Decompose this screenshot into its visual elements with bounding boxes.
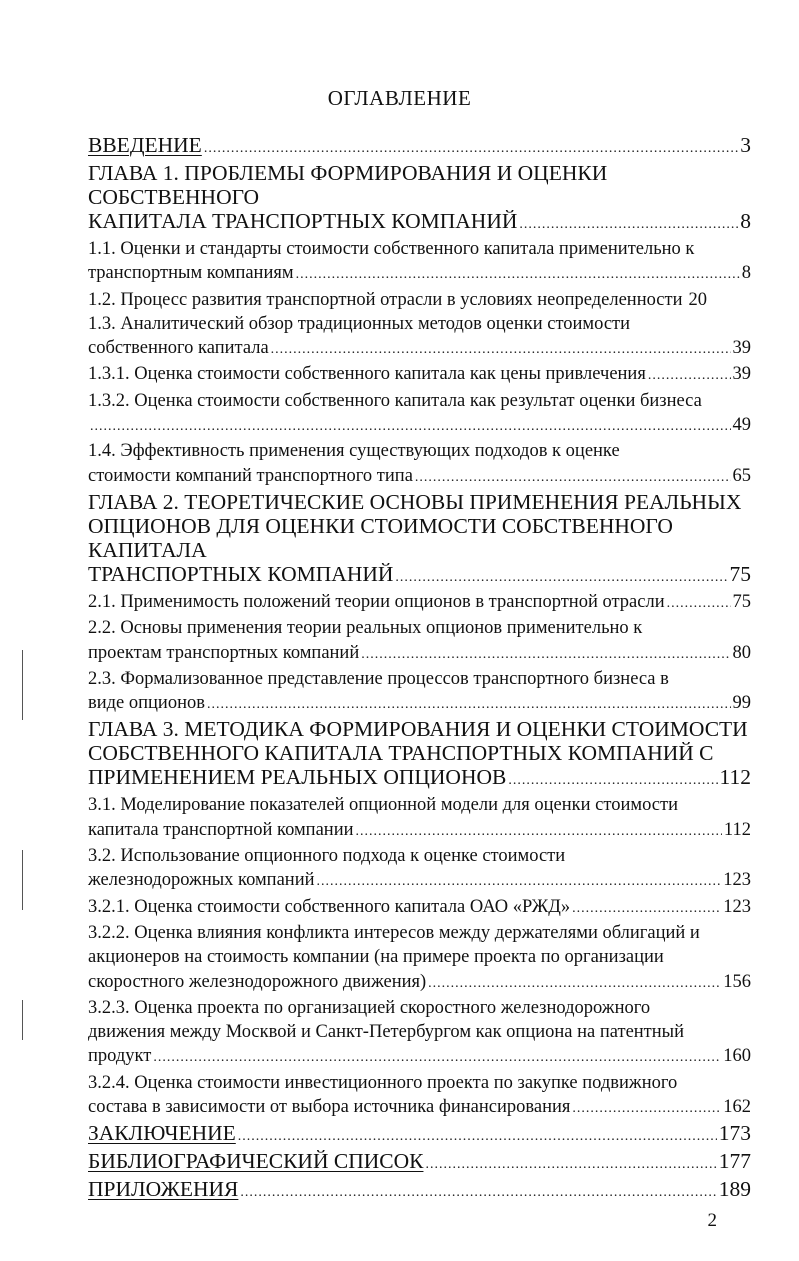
leader-dots	[204, 137, 738, 161]
toc-entry-section-2-1[interactable]	[88, 590, 751, 616]
toc-entry-line: СОБСТВЕННОГО КАПИТАЛА ТРАНСПОРТНЫХ КОМПАНИЙ С	[88, 741, 714, 766]
leader-dots	[519, 213, 738, 237]
leader-dots	[356, 820, 722, 844]
toc-entry-section-3-1[interactable]	[88, 793, 751, 844]
toc-entry-line: 3.2.2. Оценка влияния конфликта интересов между держателями облигаций и	[88, 922, 700, 943]
leader-dots	[395, 566, 727, 590]
toc-entry-text: ПРИЛОЖЕНИЯ	[88, 1177, 239, 1202]
toc-entry-introduction[interactable]	[88, 133, 751, 161]
leader-dots	[90, 415, 731, 439]
toc-entry-page: 173	[718, 1121, 751, 1146]
toc-entry-line: 3.2. Использование опционного подхода к оценке стоимости	[88, 846, 566, 867]
toc-entry-text: состава в зависимости от выбора источника финансирования	[88, 1097, 571, 1118]
toc-entry-section-1-3-1[interactable]	[88, 362, 751, 388]
toc-entry-line: 1.1. Оценки и стандарты стоимости собственного капитала применительно к	[88, 239, 695, 259]
toc-entry-section-3-2-2[interactable]	[88, 921, 751, 996]
toc-entry-page: 123	[723, 896, 751, 917]
leader-dots	[428, 972, 721, 996]
toc-entry-line: 1.4. Эффективность применения существующих подходов к оценке	[88, 441, 620, 462]
toc-entry-page: 39	[732, 364, 751, 385]
toc-entry-text: продукт	[88, 1046, 152, 1067]
toc-entry-text: БИБЛИОГРАФИЧЕСКИЙ СПИСОК	[88, 1149, 424, 1174]
toc-entry-line: 2.2. Основы применения теории реальных опционов применительно к	[88, 618, 643, 639]
toc-entry-section-3-2[interactable]	[88, 844, 751, 895]
toc-entry-section-1-3-2[interactable]	[88, 389, 751, 440]
toc-entry-text: проектам транспортных компаний	[88, 642, 360, 663]
toc-entry-section-3-2-3[interactable]	[88, 996, 751, 1071]
toc-entry-line: ГЛАВА 2. ТЕОРЕТИЧЕСКИЕ ОСНОВЫ ПРИМЕНЕНИЯ РЕАЛЬНЫХ	[88, 489, 742, 514]
toc-entry-appendices[interactable]	[88, 1177, 751, 1205]
toc-entry-chapter-3[interactable]	[88, 717, 751, 793]
toc-entry-page: 189	[718, 1177, 751, 1202]
toc-entry-line: акционеров на стоимость компании (на примере проекта по организации	[88, 947, 664, 968]
toc-entry-text: капитала транспортной компании	[88, 819, 354, 840]
toc-entry-text: скоростного железнодорожного движения)	[88, 971, 427, 992]
toc-entry-chapter-1[interactable]	[88, 161, 751, 237]
toc-entry-page: 177	[718, 1149, 751, 1174]
toc-entry-page: 156	[723, 971, 751, 992]
toc-entry-page: 112	[719, 765, 751, 790]
toc-entry-page: 162	[723, 1097, 751, 1118]
scan-margin-mark	[22, 850, 23, 910]
toc-entry-text: 1.3.1. Оценка стоимости собственного капитала как цены привлечения	[88, 364, 646, 385]
scan-margin-mark	[22, 650, 23, 720]
scan-margin-mark	[22, 1000, 23, 1040]
toc-entry-text: железнодорожных компаний	[88, 870, 315, 891]
toc-entry-line: 3.2.3. Оценка проекта по организацией скоростного железнодорожного	[88, 997, 651, 1018]
toc-entry-line: 2.3. Формализованное представление процессов транспортного бизнеса в	[88, 668, 669, 689]
toc-entry-text: КАПИТАЛА ТРАНСПОРТНЫХ КОМПАНИЙ	[88, 209, 518, 233]
toc-entry-page: 75	[729, 561, 751, 586]
toc-entry-text: ВВЕДЕНИЕ	[88, 133, 202, 157]
toc-entry-page: 3	[740, 133, 751, 157]
toc-entry-section-1-1[interactable]	[88, 237, 751, 288]
toc-entry-text: 1.2. Процесс развития транспортной отрасли в условиях неопределенности	[88, 289, 683, 310]
toc-entry-page: 160	[723, 1046, 751, 1067]
toc-entry-line: ГЛАВА 3. МЕТОДИКА ФОРМИРОВАНИЯ И ОЦЕНКИ СТОИМОСТИ	[88, 717, 748, 742]
toc-entry-section-1-2[interactable]	[88, 288, 751, 312]
toc-entry-section-1-4[interactable]	[88, 439, 751, 490]
toc-entry-line: движения между Москвой и Санкт-Петербургом как опциона на патентный	[88, 1022, 685, 1043]
leader-dots	[271, 338, 731, 362]
leader-dots	[238, 1125, 717, 1149]
toc-entry-line: ОПЦИОНОВ ДЛЯ ОЦЕНКИ СТОИМОСТИ СОБСТВЕННОГО КАПИТАЛА	[88, 513, 673, 562]
leader-dots	[361, 643, 730, 667]
toc-entry-line: 3.2.4. Оценка стоимости инвестиционного проекта по закупке подвижного	[88, 1072, 678, 1093]
toc-entry-text: ТРАНСПОРТНЫХ КОМПАНИЙ	[88, 561, 394, 586]
toc-entry-text: 3.2.1. Оценка стоимости собственного капитала ОАО «РЖД»	[88, 896, 571, 917]
toc-entry-text: ЗАКЛЮЧЕНИЕ	[88, 1121, 236, 1146]
page-title: ОГЛАВЛЕНИЕ	[327, 86, 472, 110]
toc-entry-page: 39	[732, 338, 751, 359]
toc-entry-line: 3.1. Моделирование показателей опционной модели для оценки стоимости	[88, 795, 679, 816]
toc-entry-bibliography[interactable]	[88, 1149, 751, 1177]
toc-entry-page: 99	[732, 693, 751, 714]
toc-entry-text: 2.1. Применимость положений теории опционов в транспортной отрасли	[88, 591, 665, 612]
toc-entry-page: 49	[732, 415, 751, 436]
toc-entry-line: 1.3.2. Оценка стоимости собственного капитала как результат оценки бизнеса	[88, 390, 702, 411]
toc-entry-page: 65	[732, 465, 751, 486]
toc-entry-page: 8	[741, 263, 751, 284]
toc-entry-text: транспортным компаниям	[88, 263, 294, 284]
toc-entry-text: виде опционов	[88, 693, 205, 714]
toc-entry-section-2-2[interactable]	[88, 616, 751, 667]
leader-dots	[415, 466, 731, 490]
toc-entry-conclusion[interactable]	[88, 1121, 751, 1149]
toc-entry-page: 112	[723, 819, 751, 840]
toc-entry-section-1-3[interactable]	[88, 312, 751, 363]
leader-dots	[648, 364, 731, 388]
leader-dots	[508, 769, 717, 793]
leader-dots	[207, 693, 731, 717]
toc-entry-section-3-2-1[interactable]	[88, 895, 751, 921]
leader-dots	[425, 1153, 716, 1177]
leader-dots	[667, 592, 731, 616]
toc-entry-line: 1.3. Аналитический обзор традиционных методов оценки стоимости	[88, 313, 631, 334]
toc-entry-page: 123	[723, 870, 751, 891]
leader-dots	[153, 1046, 721, 1070]
toc-entry-page: 80	[732, 642, 751, 663]
toc-entry-text: ПРИМЕНЕНИЕМ РЕАЛЬНЫХ ОПЦИОНОВ	[88, 765, 507, 790]
table-of-contents	[88, 133, 751, 1205]
leader-dots	[572, 897, 721, 921]
toc-entry-page: 20	[688, 289, 708, 310]
leader-dots	[240, 1181, 716, 1205]
leader-dots	[572, 1097, 721, 1121]
toc-entry-text: собственного капитала	[88, 338, 269, 359]
toc-entry-page: 8	[740, 209, 751, 233]
toc-entry-page: 75	[732, 591, 751, 612]
toc-entry-section-2-3[interactable]	[88, 667, 751, 718]
page-number: 2	[707, 1210, 717, 1231]
toc-entry-section-3-2-4[interactable]	[88, 1071, 751, 1122]
leader-dots	[317, 870, 722, 894]
toc-entry-chapter-2[interactable]	[88, 490, 751, 590]
toc-entry-line: ГЛАВА 1. ПРОБЛЕМЫ ФОРМИРОВАНИЯ И ОЦЕНКИ СОБСТВЕННОГО	[88, 161, 608, 209]
leader-dots	[296, 263, 740, 287]
toc-entry-text: стоимости компаний транспортного типа	[88, 465, 413, 486]
